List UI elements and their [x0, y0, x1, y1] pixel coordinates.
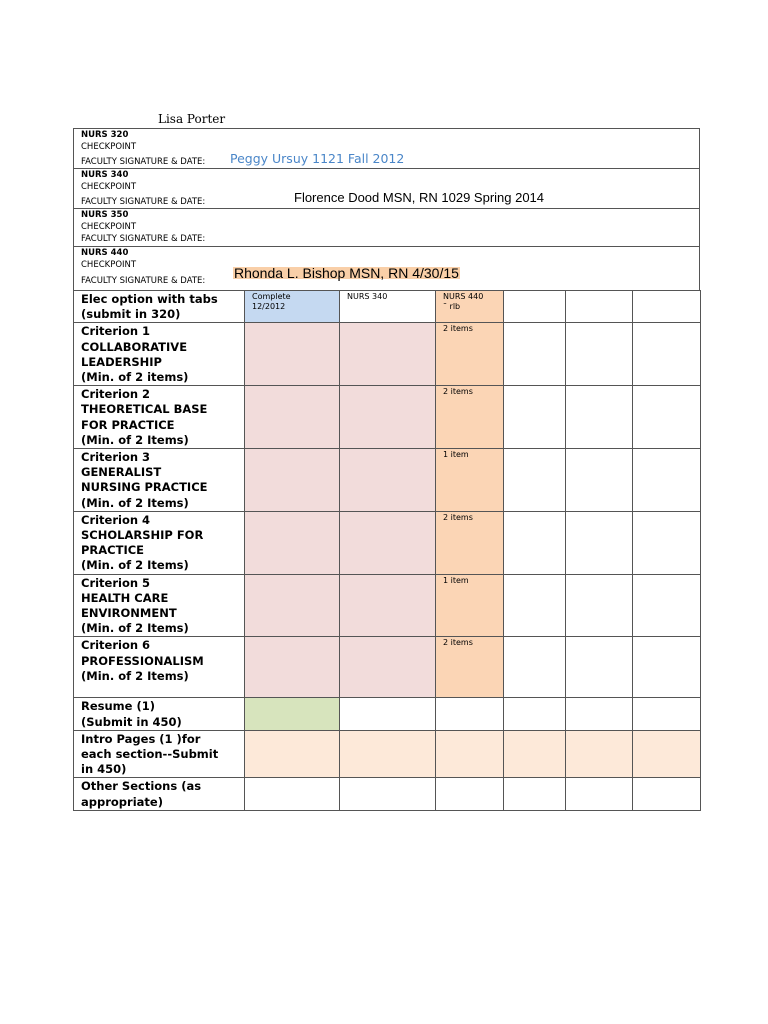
checkpoint-label: CHECKPOINT	[81, 222, 137, 232]
criterion-label: Criterion 2 THEORETICAL BASE FOR PRACTICE (Min. of 2 Items)	[81, 387, 208, 447]
elec-option-label: Elec option with tabs (submit in 320)	[81, 292, 218, 322]
portfolio-grid	[73, 290, 701, 811]
grid-header-row	[74, 291, 701, 323]
criterion-cell	[245, 637, 340, 698]
checkpoint-label: CHECKPOINT	[81, 260, 137, 270]
items-count: 2 items	[443, 638, 473, 648]
complete-label: Complete 12/2012	[252, 292, 291, 311]
criterion-cell	[245, 323, 340, 386]
criterion-label: Criterion 5 HEALTH CARE ENVIRONMENT (Min. of 2 Items)	[81, 575, 189, 636]
empty-cell	[566, 637, 633, 698]
empty-cell	[566, 511, 633, 574]
course-label: NURS 350	[81, 210, 129, 220]
empty-cell	[504, 778, 566, 810]
items-count: 1 item	[443, 575, 469, 585]
criterion-label-cell	[74, 323, 245, 386]
criterion-row	[74, 511, 701, 574]
empty-cell	[504, 449, 566, 512]
empty-cell	[504, 386, 566, 449]
empty-cell	[566, 698, 633, 730]
nurs440-cell	[436, 323, 504, 386]
items-count: 1 item	[443, 450, 469, 460]
criterion-label-cell	[74, 511, 245, 574]
nurs340-header-label: NURS 340	[347, 292, 388, 301]
nurs440-cell	[436, 386, 504, 449]
criterion-label: Criterion 4 SCHOLARSHIP FOR PRACTICE (Min. of 2 Items)	[81, 512, 204, 573]
empty-cell	[566, 449, 633, 512]
other-sections-label: Other Sections (as appropriate)	[81, 779, 202, 809]
empty-cell	[633, 698, 701, 730]
empty-cell	[436, 778, 504, 810]
intro-cell	[504, 730, 566, 778]
nurs440-header-cell	[436, 291, 504, 323]
criterion-row	[74, 386, 701, 449]
signature-label: FACULTY SIGNATURE & DATE:	[81, 276, 206, 286]
empty-cell	[504, 291, 566, 323]
nurs440-cell	[436, 574, 504, 637]
criterion-row	[74, 449, 701, 512]
criterion-cell	[245, 511, 340, 574]
checkpoint-label: CHECKPOINT	[81, 142, 137, 152]
empty-cell	[504, 698, 566, 730]
complete-cell	[245, 291, 340, 323]
items-count: 2 items	[443, 324, 473, 334]
empty-cell	[633, 778, 701, 810]
intro-cell	[340, 730, 436, 778]
resume-cell	[245, 698, 340, 730]
criterion-cell	[340, 511, 436, 574]
student-name: Lisa Porter	[158, 112, 226, 126]
faculty-signature: Rhonda L. Bishop MSN, RN 4/30/15	[234, 265, 459, 281]
resume-label-cell	[74, 698, 245, 730]
course-label: NURS 320	[81, 130, 129, 140]
intro-pages-label: Intro Pages (1 )for each section--Submit in 450)	[81, 731, 219, 777]
criterion-label: Criterion 6 PROFESSIONALISM (Min. of 2 Items)	[81, 638, 204, 683]
course-label: NURS 440	[81, 248, 129, 258]
criterion-cell	[340, 386, 436, 449]
empty-cell	[566, 291, 633, 323]
empty-cell	[633, 511, 701, 574]
empty-cell	[245, 778, 340, 810]
empty-cell	[566, 386, 633, 449]
criterion-cell	[340, 574, 436, 637]
empty-cell	[633, 291, 701, 323]
criterion-label: Criterion 3 GENERALIST NURSING PRACTICE (Min. of 2 Items)	[81, 450, 208, 510]
criterion-cell	[245, 574, 340, 637]
course-label: NURS 340	[81, 170, 129, 180]
empty-cell	[566, 323, 633, 386]
signature-label: FACULTY SIGNATURE & DATE:	[81, 157, 206, 167]
items-count: 2 items	[443, 387, 473, 397]
empty-cell	[633, 637, 701, 698]
signature-line	[81, 233, 699, 245]
criterion-cell	[340, 323, 436, 386]
resume-row	[74, 698, 701, 730]
signature-line	[81, 190, 699, 208]
empty-cell	[566, 574, 633, 637]
empty-cell	[566, 778, 633, 810]
header-label-cell	[74, 291, 245, 323]
nurs440-header-label: NURS 440 ˜ rlb	[443, 292, 484, 311]
empty-cell	[340, 698, 436, 730]
criterion-label-cell	[74, 637, 245, 698]
checkpoint-label: CHECKPOINT	[81, 182, 137, 192]
checkpoint-nurs-340	[73, 168, 700, 209]
empty-cell	[633, 386, 701, 449]
checkpoint-nurs-320	[73, 128, 700, 169]
intro-label-cell	[74, 730, 245, 778]
intro-pages-row	[74, 730, 701, 778]
intro-cell	[245, 730, 340, 778]
criterion-row	[74, 637, 701, 698]
nurs440-cell	[436, 511, 504, 574]
criterion-row	[74, 574, 701, 637]
criterion-label-cell	[74, 449, 245, 512]
signature-label: FACULTY SIGNATURE & DATE:	[81, 197, 206, 207]
nurs440-cell	[436, 637, 504, 698]
faculty-signature: Peggy Ursuy 1121 Fall 2012	[230, 151, 405, 166]
signature-line	[81, 151, 699, 168]
empty-cell	[340, 778, 436, 810]
criterion-cell	[340, 449, 436, 512]
criterion-cell	[340, 637, 436, 698]
criterion-row	[74, 323, 701, 386]
nurs440-cell	[436, 449, 504, 512]
other-label-cell	[74, 778, 245, 810]
items-count: 2 items	[443, 512, 473, 522]
faculty-signature: Florence Dood MSN, RN 1029 Spring 2014	[294, 190, 545, 205]
criterion-cell	[245, 386, 340, 449]
criterion-cell	[245, 449, 340, 512]
checkpoint-nurs-350	[73, 208, 700, 247]
intro-cell	[436, 730, 504, 778]
nurs340-header-cell	[340, 291, 436, 323]
criterion-label-cell	[74, 386, 245, 449]
empty-cell	[504, 574, 566, 637]
empty-cell	[633, 323, 701, 386]
empty-cell	[504, 323, 566, 386]
checkpoint-nurs-440	[73, 246, 700, 291]
empty-cell	[504, 511, 566, 574]
resume-label: Resume (1) (Submit in 450)	[81, 699, 182, 729]
criterion-label: Criterion 1 COLLABORATIVE LEADERSHIP (Min. of 2 items)	[81, 324, 189, 385]
intro-cell	[633, 730, 701, 778]
other-sections-row	[74, 778, 701, 810]
criterion-label-cell	[74, 574, 245, 637]
empty-cell	[436, 698, 504, 730]
signature-label: FACULTY SIGNATURE & DATE:	[81, 234, 206, 244]
empty-cell	[633, 574, 701, 637]
intro-cell	[566, 730, 633, 778]
empty-cell	[633, 449, 701, 512]
empty-cell	[504, 637, 566, 698]
